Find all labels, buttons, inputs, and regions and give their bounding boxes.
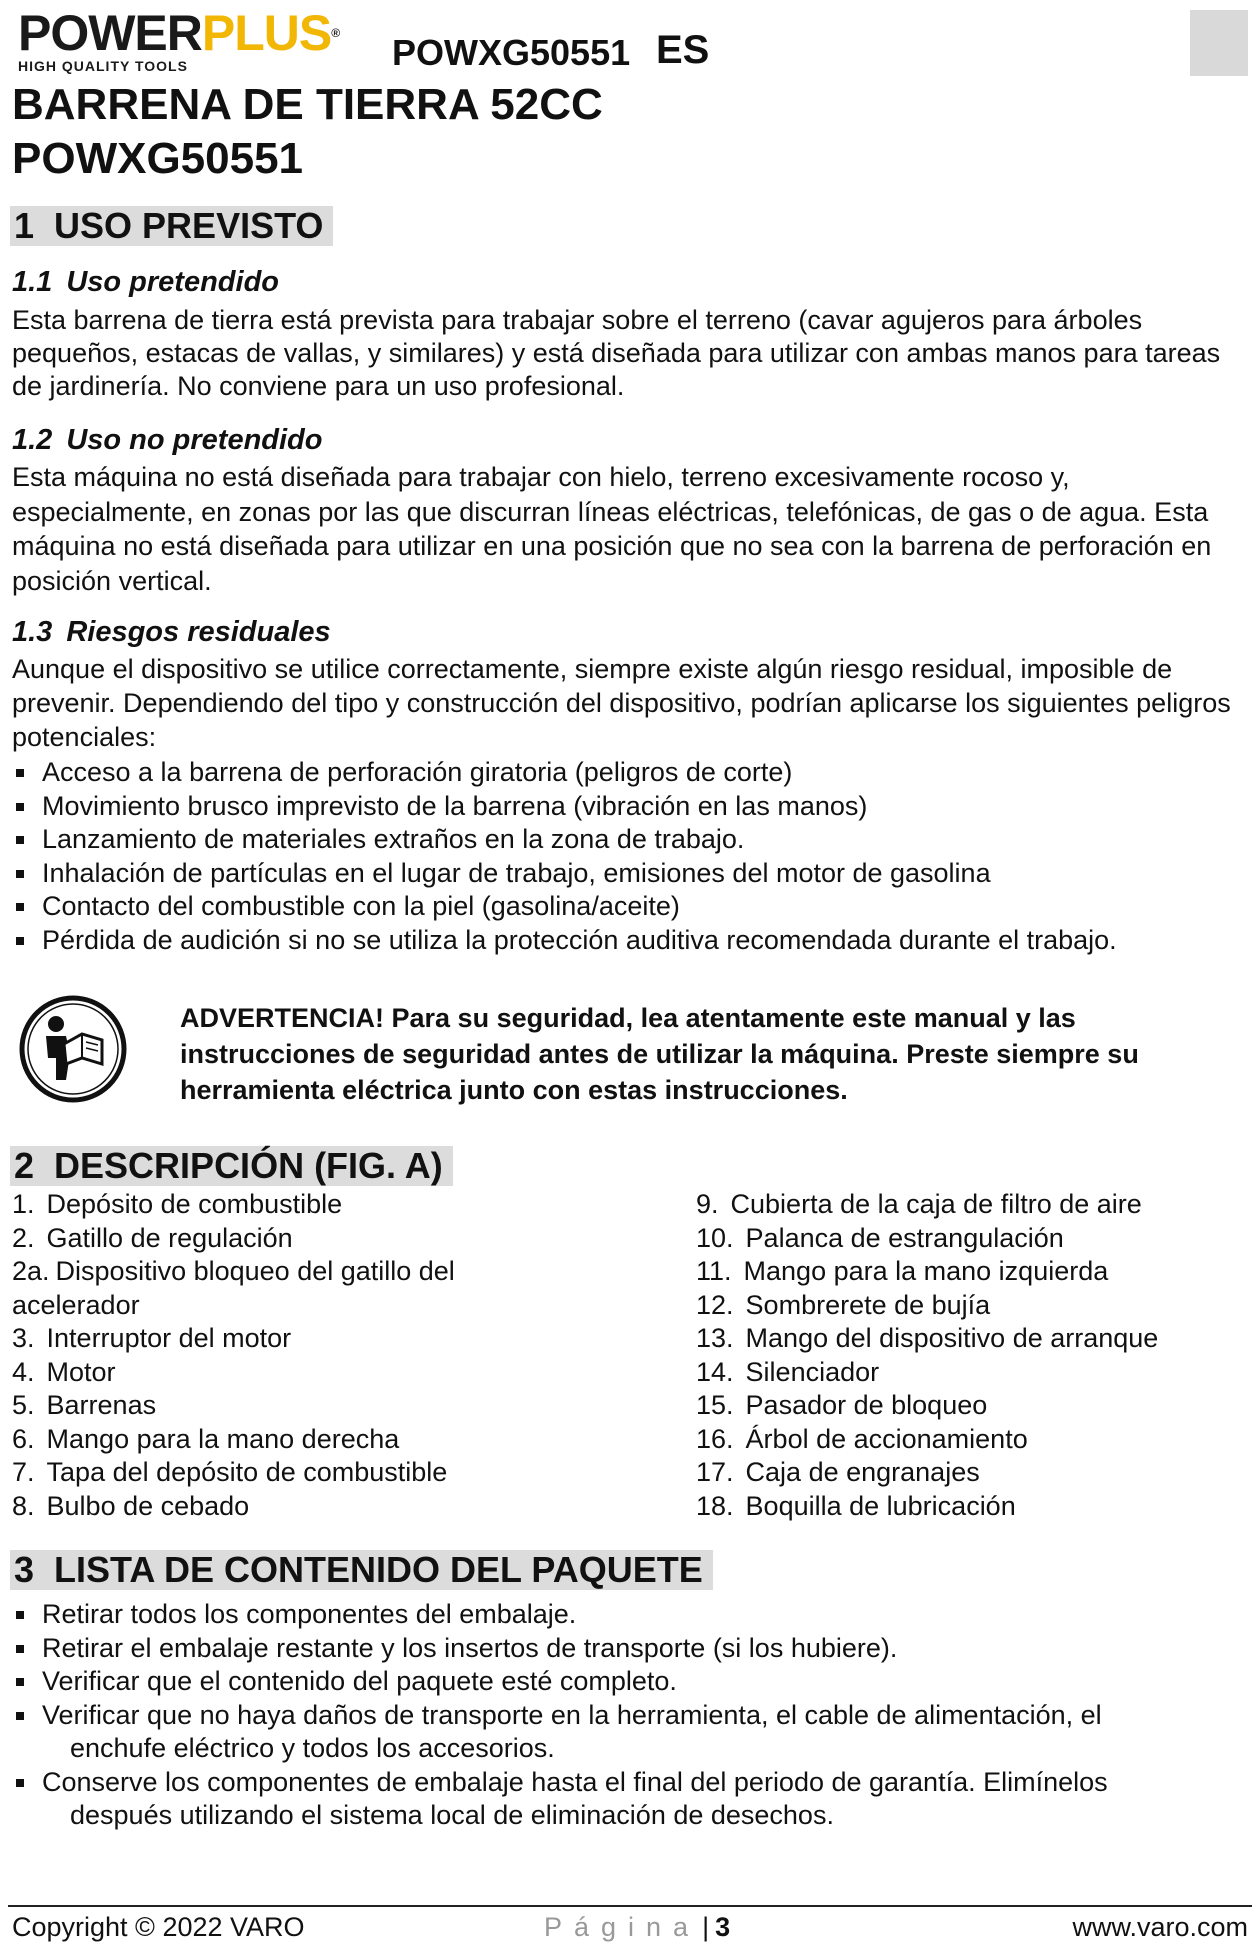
section-title: USO PREVISTO [54,205,324,246]
item-label: Gatillo de regulación [46,1222,293,1253]
item-label: Tapa del depósito de combustible [46,1457,448,1487]
list-item [12,1322,455,1356]
page-word: Página [544,1912,701,1942]
footer-page-indicator [544,1912,730,1943]
list-item [12,1699,1252,1766]
item-label: Mango para la mano derecha [46,1423,400,1454]
list-item [12,1598,1252,1632]
subsection-number: 1.2 [12,424,53,456]
item-number: 10. [696,1222,734,1253]
list-item [12,1389,455,1423]
list-item [696,1255,1158,1289]
list-item [12,1456,455,1490]
item-label: Motor [46,1356,116,1387]
page-number: 3 [715,1912,731,1942]
read-manual-icon [18,994,128,1104]
logo-registered-mark: ® [331,26,340,40]
parts-list-left [12,1188,455,1523]
list-item: Contacto del combustible con la piel (gasolina/aceite) [12,890,1252,924]
section-title: DESCRIPCIÓN (FIG. A) [54,1145,443,1186]
item-number: 6. [12,1423,35,1454]
item-label: Árbol de accionamiento [745,1423,1028,1454]
item-number: 3. [12,1323,35,1353]
powerplus-logo [18,5,378,74]
item-number: 4. [12,1356,35,1387]
title-line-1: BARRENA DE TIERRA 52CC [12,80,603,129]
title-line-2: POWXG50551 [12,134,304,183]
list-item [12,1766,1252,1833]
list-item: Pérdida de audición si no se utiliza la protección auditiva recomendada durante el trabajo. [12,924,1252,958]
item-number: 8. [12,1490,35,1521]
footer-rule [8,1905,1252,1907]
list-item [696,1389,1158,1423]
header-model: POWXG50551 [392,32,631,73]
subsection-1-2-heading [12,424,323,457]
section-number: 3 [14,1549,35,1590]
non-intended-use-paragraph: Esta máquina no está diseñada para trabajar con hielo, terreno excesivamente rocoso y, especialmente, en zonas por las que discurran líneas eléctricas, telefónicas, de gas o de agua. Esta máquina no está diseñada para utilizar en una posición que no sea con la barrena de perforación en posición vertical. [12,462,1212,596]
section-number: 1 [14,205,35,246]
item-number: 15. [696,1390,734,1420]
item-label: Dispositivo bloqueo del gatillo del [55,1256,455,1286]
subsection-number: 1.1 [12,266,53,298]
item-label: Barrenas [46,1390,157,1420]
list-item [696,1490,1158,1524]
list-item [696,1456,1158,1490]
logo-wordmark [18,5,378,61]
item-number: 7. [12,1457,35,1487]
item-text-continued: después utilizando el sistema local de eliminación de desechos. [70,1800,834,1830]
residual-risks-list [12,756,1252,957]
list-item: Acceso a la barrena de perforación giratoria (peligros de corte) [12,756,1252,790]
item-label: Pasador de bloqueo [745,1390,988,1420]
item-number: 1. [12,1189,35,1219]
residual-risks-paragraph: Aunque el dispositivo se utilice correctamente, siempre existe algún riesgo residual, imposible de prevenir. Dependiendo del tipo y construcción del dispositivo, podrían aplicarse los siguientes peligros potenciales: [12,654,1231,752]
subsection-1-3-heading [12,616,331,649]
package-contents-list [12,1598,1252,1833]
header-language: ES [656,28,710,72]
item-text: Verificar que el contenido del paquete esté completo. [42,1666,677,1696]
item-label: Bulbo de cebado [46,1490,250,1521]
list-item [696,1188,1158,1222]
item-number: 2a. [12,1256,50,1286]
item-label: Mango del dispositivo de arranque [745,1323,1159,1353]
list-item [696,1322,1158,1356]
logo-power-text: POWER [18,5,202,61]
item-label: Interruptor del motor [46,1323,292,1353]
list-item [12,1255,455,1289]
item-number: 14. [696,1356,734,1387]
section-2-heading [10,1146,453,1186]
item-label: Mango para la mano izquierda [743,1256,1109,1286]
subsection-title: Uso pretendido [66,266,279,298]
item-text: Verificar que no haya daños de transporte en la herramienta, el cable de alimentación, el [42,1699,1102,1730]
parts-list-right [696,1188,1158,1523]
item-number: 5. [12,1390,35,1420]
item-text: Retirar el embalaje restante y los insertos de transporte (si los hubiere). [42,1632,898,1663]
list-item [12,1289,455,1323]
item-label: Palanca de estrangulación [745,1222,1064,1253]
list-item [696,1356,1158,1390]
subsection-title: Uso no pretendido [66,424,323,456]
page-separator: | [702,1912,710,1942]
list-item: Lanzamiento de materiales extraños en la zona de trabajo. [12,823,1252,857]
section-1-heading [10,206,333,246]
list-item [12,1222,455,1256]
item-number: 17. [696,1457,734,1487]
list-item: Movimiento brusco imprevisto de la barrena (vibración en las manos) [12,790,1252,824]
footer-copyright: Copyright © 2022 VARO [12,1912,305,1942]
item-text: Retirar todos los componentes del embalaje. [42,1599,577,1629]
list-item [696,1289,1158,1323]
list-item [12,1490,455,1524]
logo-plus-text: PLUS [201,5,332,61]
item-number: 18. [696,1490,734,1521]
language-tab-marker [1190,10,1248,76]
subsection-title: Riesgos residuales [66,616,331,648]
section-number: 2 [14,1145,35,1186]
item-number: 2. [12,1222,35,1253]
item-number: 11. [696,1256,732,1286]
item-number: 9. [696,1189,719,1219]
list-item [12,1188,455,1222]
list-item [696,1423,1158,1457]
list-item [12,1632,1252,1666]
item-label: Depósito de combustible [46,1189,343,1219]
item-number: 13. [696,1323,734,1353]
subsection-1-1-heading [12,266,279,299]
item-number: 16. [696,1423,734,1454]
item-label: Cubierta de la caja de filtro de aire [730,1189,1142,1219]
item-text: Conserve los componentes de embalaje hasta el final del periodo de garantía. Elimínelos [42,1766,1108,1797]
footer-website: www.varo.com [1072,1912,1248,1942]
section-3-heading [10,1550,713,1590]
subsection-number: 1.3 [12,616,53,648]
item-number: 12. [696,1289,734,1320]
list-item [696,1222,1158,1256]
item-label: Caja de engranajes [745,1457,980,1487]
item-label: acelerador [12,1289,140,1320]
list-item [12,1356,455,1390]
warning-text: ADVERTENCIA! Para su seguridad, lea atentamente este manual y las instrucciones de seguridad antes de utilizar la máquina. Preste siempre su herramienta eléctrica junto con estas instrucciones. [180,1003,1139,1105]
list-item [12,1423,455,1457]
list-item: Inhalación de partículas en el lugar de trabajo, emisiones del motor de gasolina [12,857,1252,891]
item-label: Boquilla de lubricación [745,1490,1016,1521]
document-title [12,78,603,186]
section-title: LISTA DE CONTENIDO DEL PAQUETE [54,1549,703,1590]
item-label: Sombrerete de bujía [745,1289,991,1320]
logo-tagline: HIGH QUALITY TOOLS [18,58,188,74]
item-label: Silenciador [745,1356,880,1387]
item-text-continued: enchufe eléctrico y todos los accesorios. [70,1733,555,1763]
intended-use-paragraph: Esta barrena de tierra está prevista para trabajar sobre el terreno (cavar agujeros para árboles pequeños, estacas de vallas, y similares) y está diseñada para utilizar con ambas manos para tareas de jardinería. No conviene para un uso profesional. [12,305,1221,401]
list-item [12,1665,1252,1699]
